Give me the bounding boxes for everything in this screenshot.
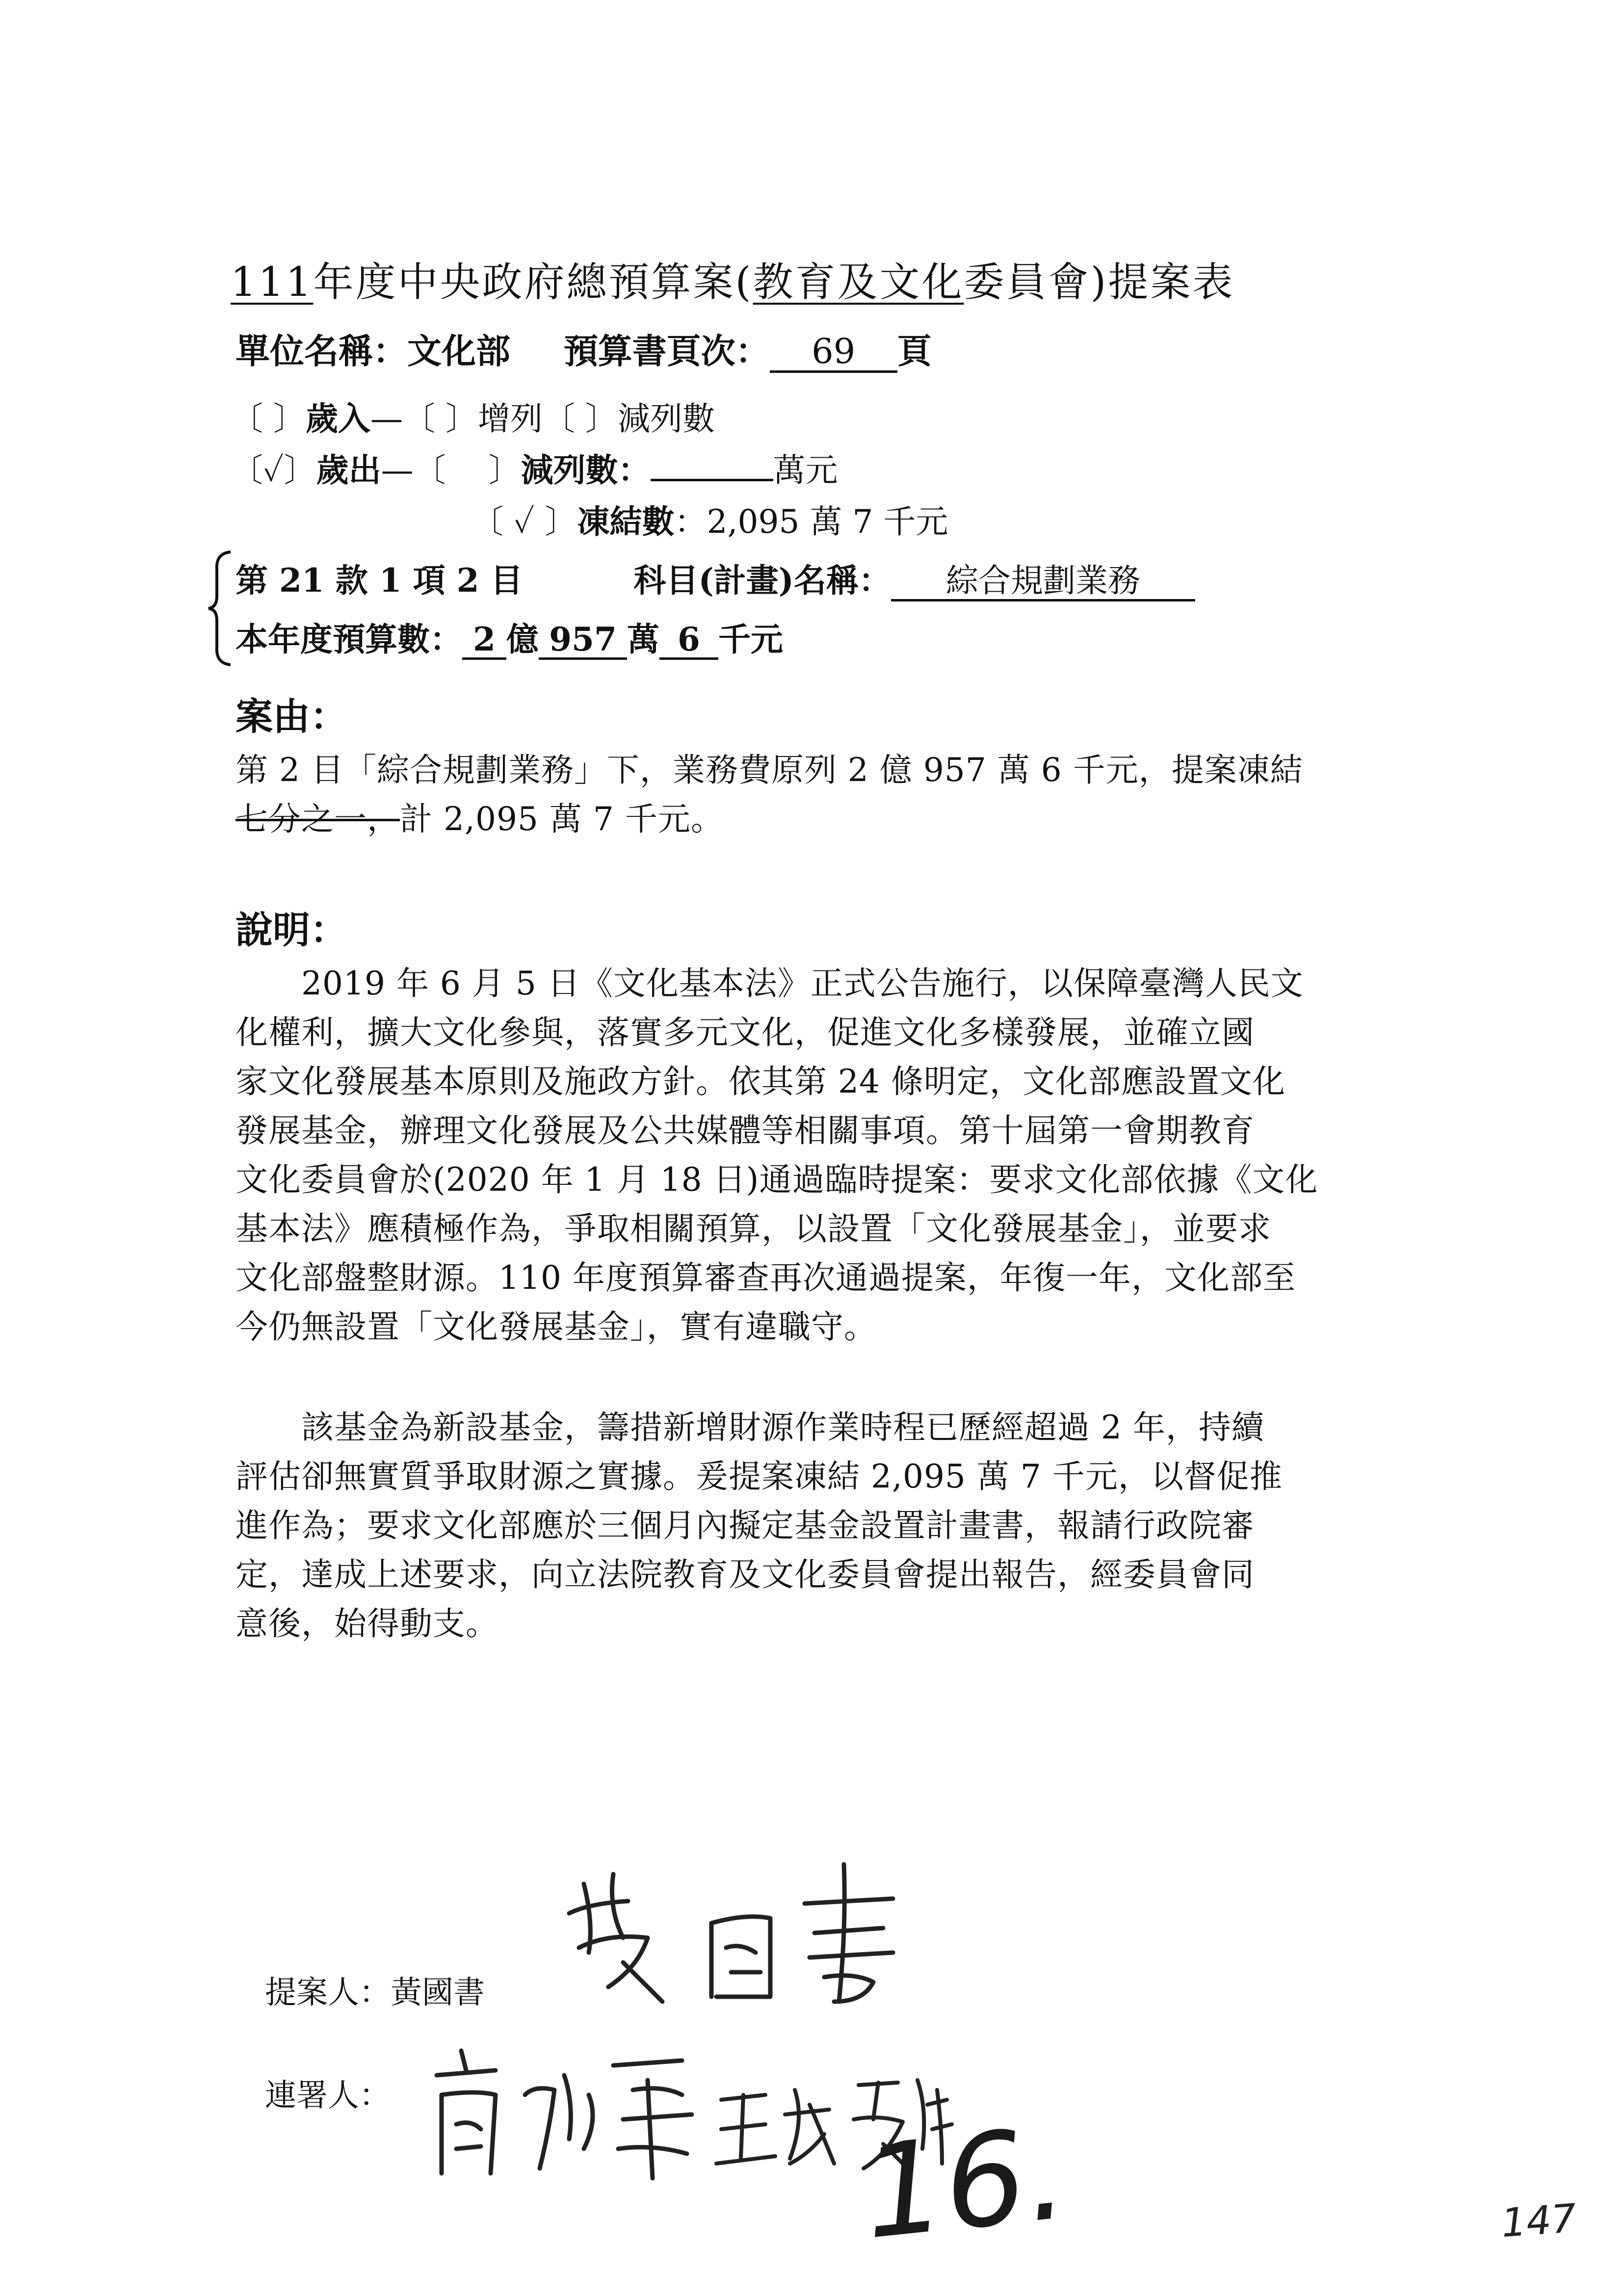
freeze-option xyxy=(471,496,948,542)
handwritten-number: 16. xyxy=(856,2099,1074,2268)
paragraph-line: 2019 年 6 月 5 日《文化基本法》正式公告施行，以保障臺灣人民文 xyxy=(236,965,1304,1002)
unit-name: 文化部 xyxy=(407,331,510,371)
revenue-cut-checkbox: 〔 〕 xyxy=(542,400,618,438)
reason-heading: 案由： xyxy=(236,695,347,738)
reason-line-2 xyxy=(236,795,1438,844)
proposer-name: 黃國書 xyxy=(391,1975,485,2011)
revenue-add-label: 增列 xyxy=(477,400,543,438)
budget-row xyxy=(236,613,783,660)
proposer-signature xyxy=(550,1854,942,2011)
cosigner-signature-1 xyxy=(427,2021,702,2188)
budget-year: 111 xyxy=(231,259,314,306)
page-unit: 頁 xyxy=(897,331,932,371)
budget-wan: 957 xyxy=(539,622,627,660)
revenue-checkbox: 〔 〕 xyxy=(231,400,306,438)
committee-name: 教育及文化 xyxy=(753,259,964,306)
revenue-cut-label: 減列數 xyxy=(617,400,715,438)
unit-row xyxy=(236,324,932,373)
handwritten-page-number: 147 xyxy=(1499,2195,1578,2246)
paragraph-line: 定，達成上述要求，向立法院教育及文化委員會提出報告，經委員會同 xyxy=(236,1556,1255,1593)
budget-yi-unit: 億 xyxy=(506,620,539,658)
cosigner-label: 連署人： xyxy=(265,2078,391,2114)
explanation-paragraph-1 xyxy=(236,959,1438,1352)
revenue-label: 歲入 xyxy=(305,399,370,438)
reason-line-2-rest: 計 2,095 萬 7 千元。 xyxy=(400,800,724,838)
freeze-check-icon: ✓ xyxy=(513,503,535,541)
freeze-bracket-close: 〕 xyxy=(534,503,577,541)
revenue-add-checkbox: 〔 〕 xyxy=(402,400,478,438)
expense-label: 歲出 xyxy=(316,451,381,489)
expense-cut-label: 減列數： xyxy=(521,451,651,489)
paragraph-line: 意後，始得動支。 xyxy=(236,1605,498,1643)
expense-check-icon: ✓ xyxy=(263,451,284,489)
paragraph-line: 文化部盤整財源。110 年度預算審查再次通過提案，年復一年，文化部至 xyxy=(236,1259,1296,1297)
budget-label: 本年度預算數： xyxy=(236,620,462,658)
expense-option xyxy=(231,444,838,491)
paragraph-line: 基本法》應積極作為，爭取相關預算，以設置「文化發展基金」，並要求 xyxy=(236,1210,1271,1248)
freeze-label: 凍結數 xyxy=(577,502,675,541)
cosigner-row xyxy=(265,2070,391,2115)
budget-wan-unit: 萬 xyxy=(627,620,659,658)
title-part-a: 年度中央政府總預算案( xyxy=(313,259,753,306)
paragraph-line: 該基金為新設基金，籌措新增財源作業時程已歷經超過 2 年，持續 xyxy=(236,1409,1264,1446)
budget-qian: 6 xyxy=(659,622,718,660)
item-code: 第 21 款 1 項 2 目 xyxy=(236,561,523,600)
paragraph-line: 家文化發展基本原則及施政方針。依其第 24 條明定，文化部應設置文化 xyxy=(236,1063,1285,1100)
item-brace xyxy=(206,549,236,667)
reason-line-1: 第 2 目「綜合規劃業務」下，業務費原列 2 億 957 萬 6 千元，提案凍結 xyxy=(236,751,1303,789)
title-part-b: 委員會)提案表 xyxy=(964,259,1235,306)
paragraph-line: 文化委員會於(2020 年 1 月 18 日)通過臨時提案：要求文化部依據《文化 xyxy=(236,1161,1318,1199)
paragraph-line: 發展基金，辦理文化發展及公共媒體等相關事項。第十屆第一會期教育 xyxy=(236,1112,1255,1149)
page-number: 69 xyxy=(770,333,897,373)
freeze-value: ：2,095 萬 7 千元 xyxy=(674,503,948,541)
reason-struck-text: 七分之一， xyxy=(236,800,400,838)
freeze-bracket-open: 〔 xyxy=(471,503,514,541)
budget-qian-unit: 千元 xyxy=(718,620,783,658)
revenue-option xyxy=(231,392,715,439)
page-label: 預算書頁次： xyxy=(563,331,770,371)
unit-label: 單位名稱： xyxy=(236,331,407,371)
proposer-label: 提案人： xyxy=(265,1975,391,2011)
item-code-row xyxy=(236,554,1195,601)
subject-name: 綜合規劃業務 xyxy=(891,563,1195,601)
explanation-heading: 說明： xyxy=(236,908,347,952)
paragraph-line: 化權利，擴大文化參與，落實多元文化，促進文化多樣發展，並確立國 xyxy=(236,1014,1255,1051)
expense-dash: — xyxy=(381,451,414,489)
expense-bracket-close: 〕 xyxy=(284,451,316,489)
paragraph-line: 評估卻無實質爭取財源之實據。爰提案凍結 2,095 萬 7 千元，以督促推 xyxy=(236,1458,1283,1495)
revenue-dash: — xyxy=(370,400,403,438)
reason-body xyxy=(236,746,1438,844)
subject-label: 科目(計畫)名稱： xyxy=(633,561,891,600)
paragraph-line: 今仍無設置「文化發展基金」，實有違職守。 xyxy=(236,1308,877,1346)
expense-cut-amount xyxy=(651,479,773,481)
proposer-row xyxy=(265,1967,485,2012)
expense-cut-unit: 萬元 xyxy=(773,451,838,489)
form-title xyxy=(231,250,1235,308)
paragraph-line: 進作為；要求文化部應於三個月內擬定基金設置計畫書，報請行政院審 xyxy=(236,1507,1255,1544)
explanation-paragraph-2 xyxy=(236,1403,1438,1648)
expense-cut-checkbox: 〔 〕 xyxy=(413,451,521,489)
budget-yi: 2 xyxy=(462,622,506,660)
expense-bracket-open: 〔 xyxy=(231,451,263,489)
